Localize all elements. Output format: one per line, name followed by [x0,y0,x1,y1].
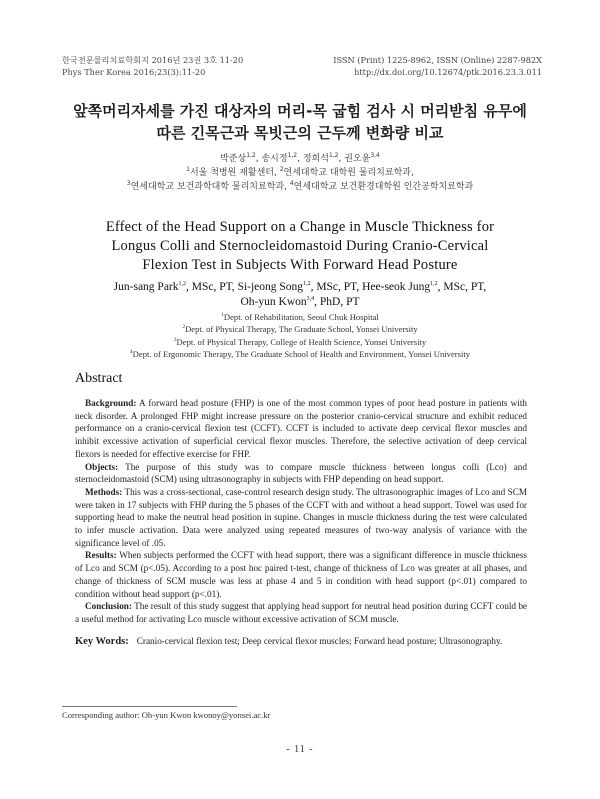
abstract-objects: Objects: The purpose of this study was to compare muscle thickness between longus colli (Lco) and sternocleidomastoid (SCM) using ultrasonography in subjects with FHP depending on head support. [75,461,527,485]
english-author: Jun-sang Park$^{1,2}$, MSc, PT, [113,281,238,293]
abstract-background: Background: A forward head posture (FHP) is one of the most common types of poor head posture in patients with neck disorder. A prolonged FHP might increase pressure on the posterior cranio-cervical structure and exhibit reduced performance on a cranio-cervical flexion test (CCFT). CCFT is included to activate deep cervical flexor muscles and inhibit excessive activation of superficial cervical flexor muscles. Therefore, the selective activation of deep cervical flexors is needed for effective exercise for FHP. [75,398,527,459]
page-number: - 11 - [286,744,314,755]
abstract-body [75,397,527,626]
journal-header-right [333,54,542,78]
corresponding-author: Corresponding author: Oh-yun Kwon kwonoy@yonsei.ac.kr [62,710,271,720]
korean-title-line: 앞쪽머리자세를 가진 대상자의 머리-목 굽힘 검사 시 머리받침 유무에 [73,102,527,120]
journal-issue-english: Phys Ther Korea 2016;23(3):11-20 [62,67,206,77]
doi-link[interactable]: http://dx.doi.org/10.12674/ptk.2016.23.3.011 [354,67,542,77]
english-author: Oh-yun Kwon$^{3,4}$, PhD, PT [240,296,360,308]
abstract-heading: Abstract [75,371,123,386]
affiliation-2: $^2$Dept. of Physical Therapy, The Graduate School, Yonsei University [182,324,418,334]
english-author: Hee-seok Jung$^{1,2}$, MSc, PT, [362,281,487,293]
korean-title [40,100,560,144]
abstract-methods: Methods: This was a cross-sectional, case-control research design study. The ultrasonographic images of Lco and SCM were taken in 17 subjects with FHP during the 5 phases of the CCFT with and without a head support. Towel was used for supporting head to make the neutral head position in supine. Changes in muscle thickness during the test were calculated to infer muscle activation. Data were analyzed using repeated measures of two-way analysis of variance with the significance level of .05. [75,486,527,548]
korean-author: 정희석$^{1,2}$, [302,152,345,164]
korean-author: 박준상$^{1,2}$, [220,152,262,164]
korean-author: 송시정$^{1,2}$, [261,152,303,164]
korean-authors-block [40,152,560,194]
english-title-line: Flexion Test in Subjects With Forward Head Posture [142,257,458,273]
korean-author-list [40,152,560,166]
keywords-label: Key Words: [75,636,129,647]
abstract-conclusion: Conclusion: The result of this study suggest that applying head support for neutral head position during CCFT could be a useful method for activating Lco muscle without excessive activation of SCM muscle. [75,601,527,624]
english-authors [40,280,560,310]
english-title [40,218,560,275]
affiliation-3: $^3$Dept. of Physical Therapy, College of Health Science, Yonsei University [173,337,427,347]
abstract-results: Results: When subjects performed the CCFT with head support, there was a significant difference in muscle thickness of Lco and SCM (p<.05). According to a post hoc paired t-test, change of thickness of Lco was greater at all phases, and change of thickness of SCM muscle was less at phase 4 and 5 in condition with head support (p<.01) compared to condition without head support (p<.01). [75,550,527,599]
affiliation-4: $^4$Dept. of Ergonomic Therapy, The Graduate School of Health and Environment, Yonsei University [129,349,471,359]
affiliation-1: $^1$Dept. of Rehabilitation, Seoul Chuk Hospital [221,312,379,322]
korean-author: 권오윤$^{3,4}$ [344,152,380,164]
footnote-divider [62,706,237,707]
english-title-line: Longus Colli and Sternocleidomastoid During Cranio-Cervical [111,238,489,254]
korean-title-line: 따른 긴목근과 목빗근의 근두께 변화량 비교 [156,124,444,142]
korean-affiliation: $^3$연세대학교 보건과학대학 물리치료학과, $^4$연세대학교 보건환경대학원 인간공학치료학과 [126,180,474,192]
korean-affiliation: $^1$서울 척병원 재활센터, $^2$연세대학교 대학원 물리치료학과, [186,166,414,178]
issn-line: ISSN (Print) 1225-8962, ISSN (Online) 2287-982X [333,55,542,65]
english-author-line [40,295,560,310]
english-author-line [40,280,560,295]
journal-header-left [62,54,243,78]
keywords [75,635,527,648]
journal-issue-korean: 한국전문물리치료학회지 2016년 23권 3호 11-20 [62,55,244,65]
english-title-line: Effect of the Head Support on a Change in Muscle Thickness for [105,219,495,235]
keywords-text: Cranio-cervical flexion test; Deep cervical flexor muscles; Forward head posture; Ultrasonography. [136,636,503,646]
english-author: Si-jeong Song$^{1,2}$, MSc, PT, [237,281,363,293]
